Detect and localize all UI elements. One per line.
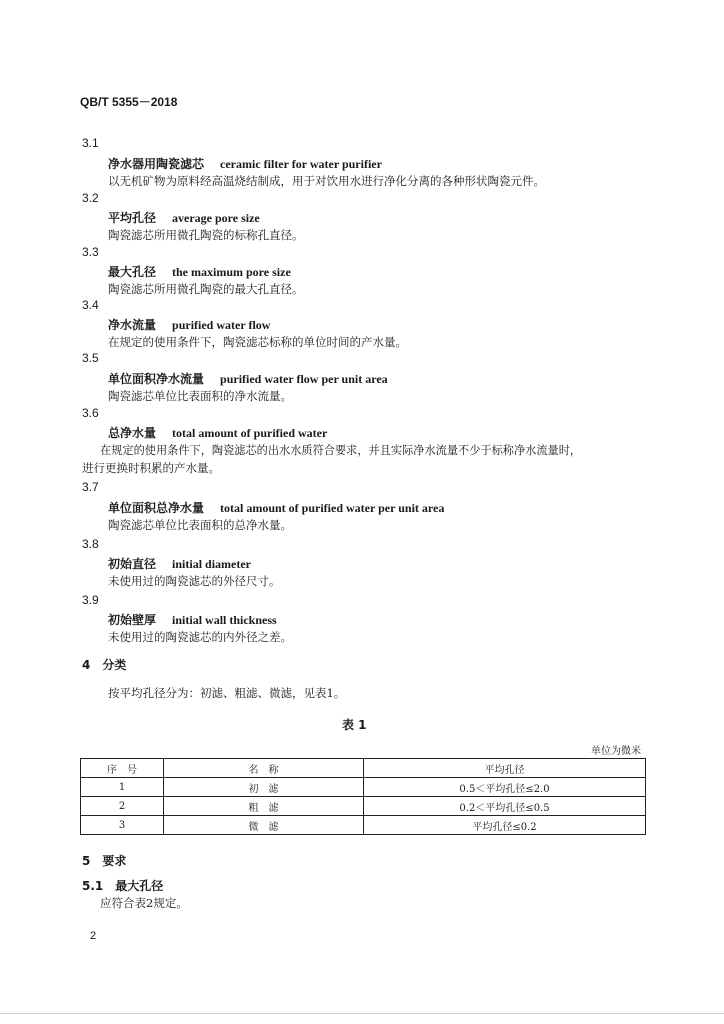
table-header-cell: 序 号 xyxy=(81,759,164,778)
term-en: total amount of purified water per unit area xyxy=(220,501,445,515)
entry-definition-line1: 在规定的使用条件下，陶瓷滤芯的出水水质符合要求，并且实际净水流量不少于标称净水流量时， xyxy=(100,444,582,457)
table-row xyxy=(81,816,646,835)
term-en: initial wall thickness xyxy=(172,613,277,627)
bottom-divider xyxy=(0,1013,724,1014)
entry-term xyxy=(108,316,270,333)
term-cn: 单位面积净水流量 xyxy=(108,372,205,386)
entry-definition: 以无机矿物为原料经高温烧结制成，用于对饮用水进行净化分离的各种形状陶瓷元件。 xyxy=(108,174,545,188)
section-5-1-heading: 5.1 最大孔径 xyxy=(82,879,164,893)
term-en: ceramic filter for water purifier xyxy=(220,157,382,171)
entry-definition: 在规定的使用条件下，陶瓷滤芯标称的单位时间的产水量。 xyxy=(108,335,407,349)
standard-number-header: QB/T 5355－2018 xyxy=(80,95,178,109)
table-1 xyxy=(80,758,646,835)
entry-definition: 陶瓷滤芯单位比表面积的总净水量。 xyxy=(108,518,292,532)
entry-term xyxy=(108,155,382,172)
entry-term xyxy=(108,370,388,387)
entry-definition-line2: 进行更换时积累的产水量。 xyxy=(82,461,220,475)
table-cell: 3 xyxy=(81,816,164,835)
table-row xyxy=(81,778,646,797)
entry-definition: 陶瓷滤芯所用微孔陶瓷的最大孔直径。 xyxy=(108,282,304,296)
table-cell: 平均孔径≤0.2 xyxy=(364,816,646,835)
entry-definition: 陶瓷滤芯单位比表面积的净水流量。 xyxy=(108,389,292,403)
term-cn: 最大孔径 xyxy=(108,265,157,279)
section-5-heading: 5 要求 xyxy=(82,854,127,868)
table-header-cell: 名 称 xyxy=(164,759,364,778)
entry-definition: 陶瓷滤芯所用微孔陶瓷的标称孔直径。 xyxy=(108,228,304,242)
term-en: initial diameter xyxy=(172,557,251,571)
entry-term xyxy=(108,555,251,572)
term-cn: 初始壁厚 xyxy=(108,613,157,627)
table-header-row xyxy=(81,759,646,778)
section-5-1-text: 应符合表2规定。 xyxy=(100,896,188,910)
table-cell: 微 滤 xyxy=(164,816,364,835)
entry-term xyxy=(108,611,277,628)
entry-number: 3.9 xyxy=(82,593,99,607)
term-cn: 平均孔径 xyxy=(108,211,157,225)
entry-number: 3.7 xyxy=(82,480,99,494)
table-unit: 单位为微米 xyxy=(591,746,641,757)
term-en: the maximum pore size xyxy=(172,265,291,279)
entry-number: 3.1 xyxy=(82,136,99,150)
entry-term xyxy=(108,209,260,226)
term-en: purified water flow xyxy=(172,318,271,332)
section-4-heading: 4 分类 xyxy=(82,658,127,672)
term-en: purified water flow per unit area xyxy=(220,372,388,386)
section-4-text: 按平均孔径分为：初滤、粗滤、微滤，见表1。 xyxy=(108,686,346,700)
table-caption: 表 1 xyxy=(342,718,367,732)
term-en: total amount of purified water xyxy=(172,426,328,440)
table-cell: 粗 滤 xyxy=(164,797,364,816)
entry-definition: 未使用过的陶瓷滤芯的内外径之差。 xyxy=(108,630,292,644)
table-cell: 0.2＜平均孔径≤0.5 xyxy=(364,797,646,816)
entry-number: 3.3 xyxy=(82,245,99,259)
term-cn: 净水流量 xyxy=(108,318,157,332)
term-cn: 总净水量 xyxy=(108,426,157,440)
table-cell: 初 滤 xyxy=(164,778,364,797)
page-number: 2 xyxy=(90,930,97,942)
term-en: average pore size xyxy=(172,211,260,225)
entry-term xyxy=(108,499,444,516)
term-cn: 单位面积总净水量 xyxy=(108,501,205,515)
table-cell: 1 xyxy=(81,778,164,797)
entry-definition: 未使用过的陶瓷滤芯的外径尺寸。 xyxy=(108,574,281,588)
entry-number: 3.5 xyxy=(82,351,99,365)
entry-number: 3.2 xyxy=(82,191,99,205)
entry-number: 3.4 xyxy=(82,298,99,312)
entry-term xyxy=(108,424,327,441)
entry-term xyxy=(108,263,291,280)
entry-number: 3.6 xyxy=(82,406,99,420)
table-cell: 0.5＜平均孔径≤2.0 xyxy=(364,778,646,797)
entry-number: 3.8 xyxy=(82,537,99,551)
table-cell: 2 xyxy=(81,797,164,816)
term-cn: 初始直径 xyxy=(108,557,157,571)
table-row xyxy=(81,797,646,816)
term-cn: 净水器用陶瓷滤芯 xyxy=(108,157,205,171)
table-header-cell: 平均孔径 xyxy=(364,759,646,778)
